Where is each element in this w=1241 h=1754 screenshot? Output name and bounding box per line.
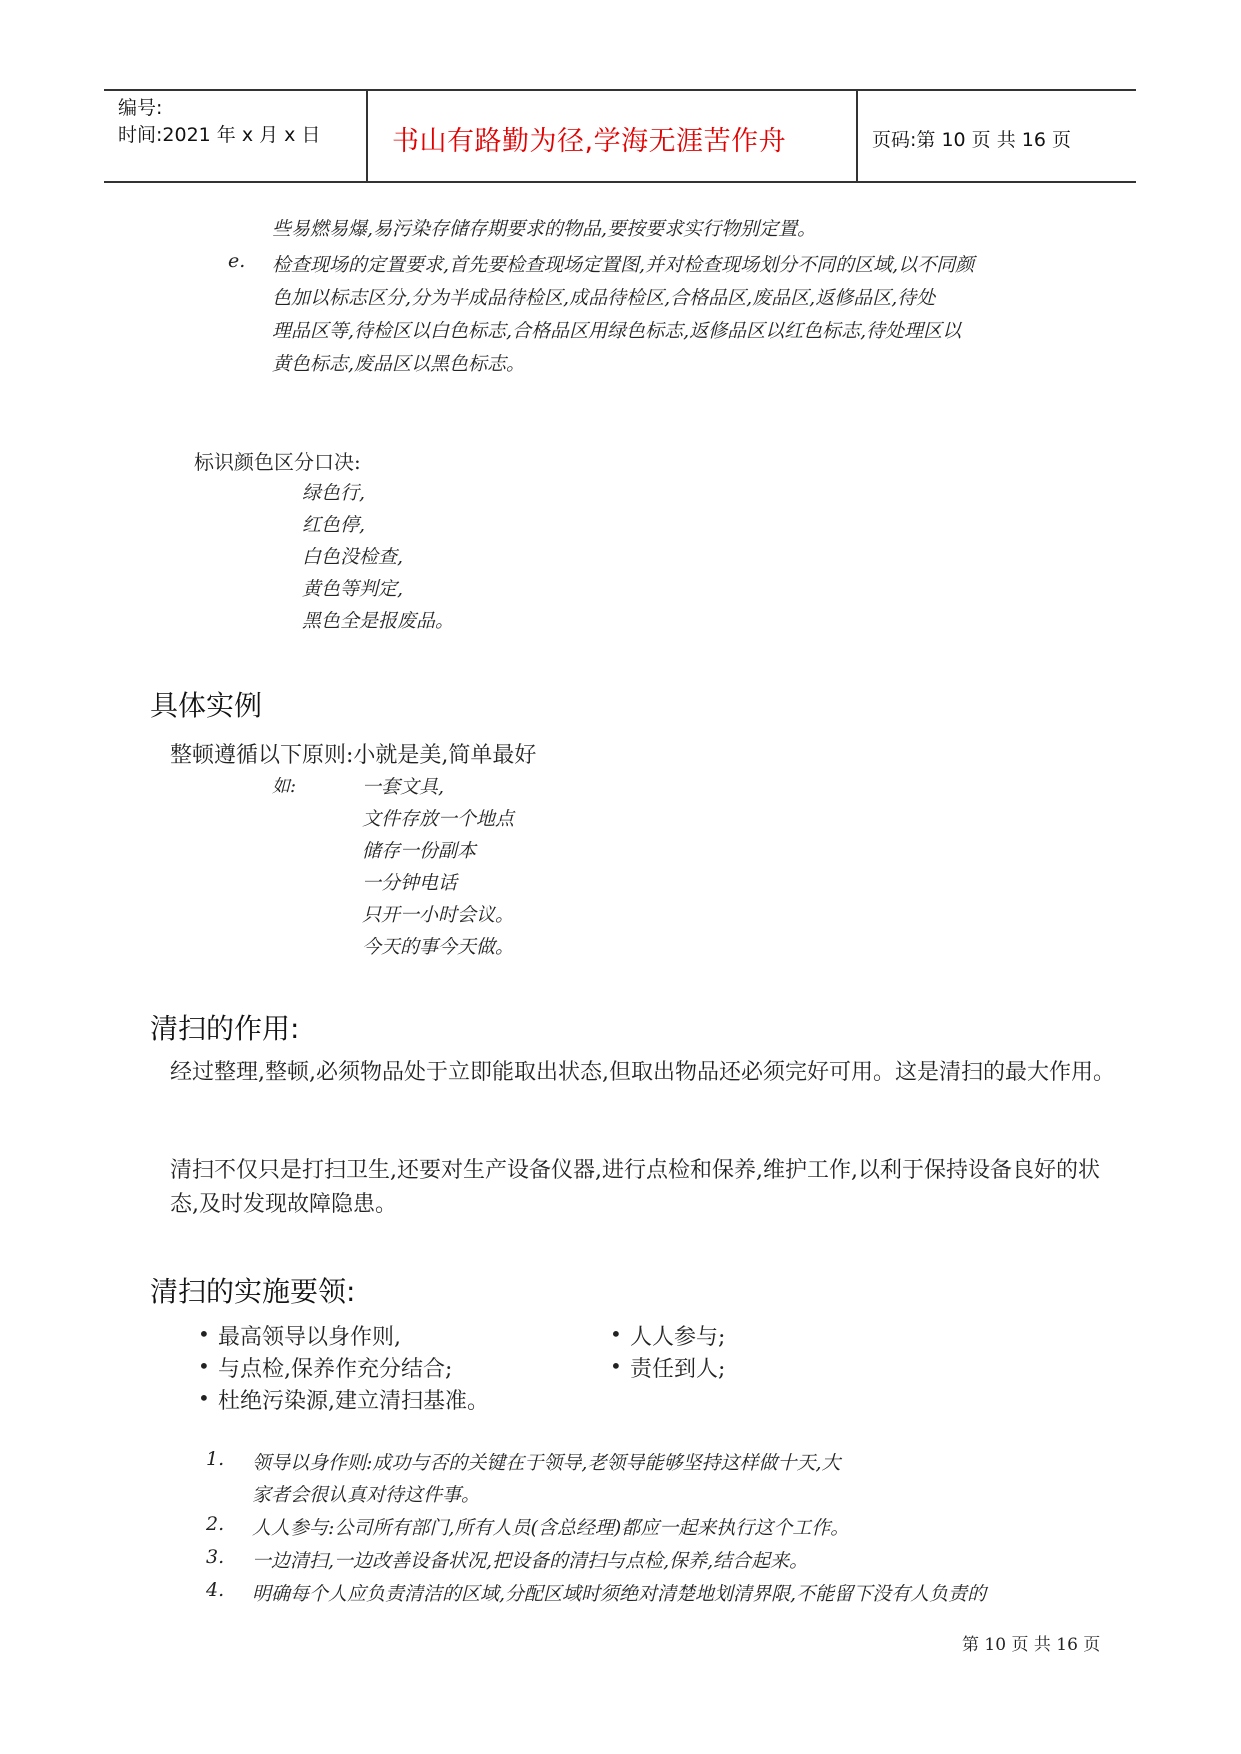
- bullet-marker: •: [198, 1386, 210, 1410]
- bullet-item: 杜绝污染源,建立清扫基准。: [218, 1389, 489, 1414]
- bullet-marker: •: [610, 1322, 622, 1346]
- header-time-label: 时间:2021 年 x 月 x 日: [118, 124, 321, 146]
- numbered-line: 领导以身作则:成功与否的关键在于领导,老领导能够坚持这样做十天,大: [252, 1452, 841, 1474]
- cleaning-role-paragraph: 经过整理,整顿,必须物品处于立即能取出状态,但取出物品还必须完好可用。这是清扫的最大作用。: [170, 1060, 1115, 1085]
- numbered-line: 明确每个人应负责清洁的区域,分配区域时须绝对清楚地划清界限,不能留下没有人负责的: [252, 1583, 987, 1605]
- example-item: 一套文具,: [362, 776, 445, 798]
- color-rhyme-line: 红色停,: [302, 514, 366, 536]
- item-e-line: 色加以标志区分,分为半成品待检区,成品待检区,合格品区,废品区,返修品区,待处: [272, 287, 936, 309]
- bullet-item: 人人参与;: [630, 1325, 726, 1350]
- header-number-label: 编号:: [118, 97, 163, 119]
- numbered-line: 家者会很认真对待这件事。: [252, 1484, 481, 1506]
- color-rhyme-line: 绿色行,: [302, 482, 366, 504]
- header-page-label: 页码:第 10 页 共 16 页: [872, 129, 1071, 151]
- example-heading: 具体实例: [150, 689, 263, 722]
- numbered-line: 一边清扫,一边改善设备状况,把设备的清扫与点检,保养,结合起来。: [252, 1550, 809, 1572]
- header-divider-right: [856, 89, 858, 183]
- example-item: 文件存放一个地点: [362, 808, 515, 830]
- example-prefix: 如:: [272, 776, 297, 797]
- numbered-marker: 1.: [206, 1448, 225, 1470]
- bullet-marker: •: [610, 1354, 622, 1378]
- header-bottom-rule: [104, 181, 1136, 183]
- color-rhyme-line: 黑色全是报废品。: [302, 610, 455, 632]
- numbered-line: 人人参与:公司所有部门,所有人员(含总经理)都应一起来执行这个工作。: [252, 1517, 850, 1539]
- item-e-marker: e.: [228, 250, 246, 272]
- bullet-item: 责任到人;: [630, 1357, 726, 1382]
- continued-line: 些易燃易爆,易污染存储存期要求的物品,要按要求实行物别定置。: [272, 218, 817, 240]
- cleaning-role-paragraph: 清扫不仅只是打扫卫生,还要对生产设备仪器,进行点检和保养,维护工作,以利于保持设备良好的状态,及时发现故障隐患。: [170, 1158, 1100, 1217]
- color-rhyme-line: 白色没检查,: [302, 546, 404, 568]
- example-item: 只开一小时会议。: [362, 904, 515, 926]
- bullet-marker: •: [198, 1354, 210, 1378]
- cleaning-points-heading: 清扫的实施要领:: [150, 1275, 356, 1308]
- cleaning-role-heading: 清扫的作用:: [150, 1012, 300, 1045]
- header-motto: 书山有路勤为径,学海无涯苦作舟: [392, 126, 787, 157]
- example-item: 储存一份副本: [362, 840, 477, 862]
- item-e-line: 理品区等,待检区以白色标志,合格品区用绿色标志,返修品区以红色标志,待处理区以: [272, 320, 962, 342]
- bullet-item: 与点检,保养作充分结合;: [218, 1357, 453, 1382]
- example-item: 一分钟电话: [362, 872, 458, 894]
- example-principle: 整顿遵循以下原则:小就是美,简单最好: [170, 743, 537, 768]
- numbered-marker: 2.: [206, 1513, 225, 1535]
- numbered-marker: 4.: [206, 1579, 225, 1601]
- numbered-marker: 3.: [206, 1546, 225, 1568]
- item-e-line: 黄色标志,废品区以黑色标志。: [272, 353, 526, 375]
- bullet-marker: •: [198, 1322, 210, 1346]
- color-rhyme-line: 黄色等判定,: [302, 578, 404, 600]
- header-divider-left: [366, 89, 368, 183]
- header-top-rule: [104, 89, 1136, 91]
- footer-page-number: 第 10 页 共 16 页: [962, 1635, 1101, 1655]
- color-rhyme-title: 标识颜色区分口决:: [194, 450, 361, 474]
- bullet-item: 最高领导以身作则,: [218, 1325, 401, 1350]
- example-item: 今天的事今天做。: [362, 936, 515, 958]
- item-e-line: 检查现场的定置要求,首先要检查现场定置图,并对检查现场划分不同的区域,以不同颜: [272, 254, 975, 276]
